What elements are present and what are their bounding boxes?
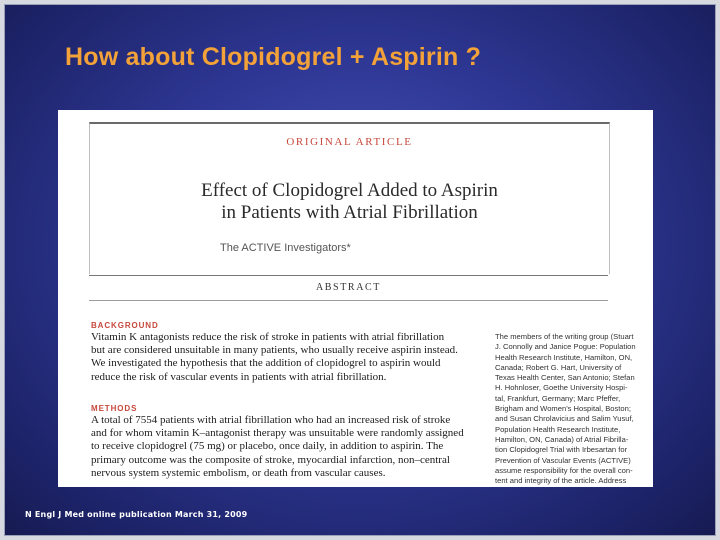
background-line: but are considered unsuitable in many patients, who usually receive aspirin instead.	[91, 344, 458, 357]
background-text	[91, 331, 486, 384]
article-title	[90, 180, 609, 224]
side-note-line: assume responsibility for the overall con-	[495, 465, 633, 475]
methods-heading: METHODS	[91, 404, 138, 413]
side-note-line: tal, Frankfurt, Germany; Marc Pfeffer,	[495, 393, 621, 403]
side-note-line: Texas Health Center, San Antonio; Stefan	[495, 373, 635, 383]
article-authors: The ACTIVE Investigators*	[220, 242, 351, 254]
background-heading: BACKGROUND	[91, 321, 159, 330]
methods-line: nervous system systemic embolism, or death from vascular causes.	[91, 466, 386, 479]
abstract-label: ABSTRACT	[315, 282, 382, 293]
methods-text	[91, 414, 486, 480]
article-header-box	[89, 122, 610, 274]
slide-title: How about Clopidogrel + Aspirin ?	[65, 43, 482, 71]
background-line: Vitamin K antagonists reduce the risk of stroke in patients with atrial fibrillation	[91, 331, 445, 343]
side-note-line: The members of the writing group (Stuart	[495, 332, 634, 341]
side-note-line: J. Connolly and Janice Pogue: Population	[495, 342, 636, 352]
side-note-line: and Susan Chrolavicius and Salim Yusuf,	[495, 414, 634, 424]
methods-line: A total of 7554 patients with atrial fibrillation who had an increased risk of stroke	[91, 414, 451, 426]
citation-footer: N Engl J Med online publication March 31, 2009	[25, 510, 248, 519]
slide	[4, 4, 716, 536]
methods-line: primary outcome was the composite of stroke, myocardial infarction, non–central	[91, 453, 450, 466]
methods-line: to receive clopidogrel (75 mg) or placebo, once daily, in addition to aspirin. The	[91, 440, 444, 453]
article-section-label: ORIGINAL ARTICLE	[286, 136, 413, 148]
side-note-line: H. Hohnloser, Goethe University Hospi-	[495, 383, 628, 393]
article-title-line: Effect of Clopidogrel Added to Aspirin	[201, 180, 498, 201]
abstract-bar	[89, 275, 608, 301]
side-note-line: Hamilton, ON, Canada) of Atrial Fibrilla-	[495, 434, 629, 444]
side-note-line: tent and integrity of the article. Address	[495, 476, 627, 486]
side-note-line: Population Health Research Institute,	[495, 424, 621, 434]
side-note-line: Health Research Institute, Hamilton, ON,	[495, 352, 633, 362]
side-note-line: tion Clopidogrel Trial with Irbesartan for	[495, 445, 628, 455]
side-note-line: Canada; Robert G. Hart, University of	[495, 362, 622, 372]
background-line: reduce the risk of vascular events in patients with atrial fibrillation.	[91, 370, 387, 383]
article-title-line: in Patients with Atrial Fibrillation	[221, 202, 478, 223]
author-affiliation-note	[495, 332, 653, 486]
methods-line: and for whom vitamin K–antagonist therapy was unsuitable were randomly assigned	[91, 427, 464, 440]
side-note-line: Prevention of Vascular Events (ACTIVE)	[495, 455, 631, 465]
side-note-line: Brigham and Women's Hospital, Boston;	[495, 404, 631, 414]
background-line: We investigated the hypothesis that the addition of clopidogrel to aspirin would	[91, 357, 441, 370]
article-image	[58, 110, 653, 487]
